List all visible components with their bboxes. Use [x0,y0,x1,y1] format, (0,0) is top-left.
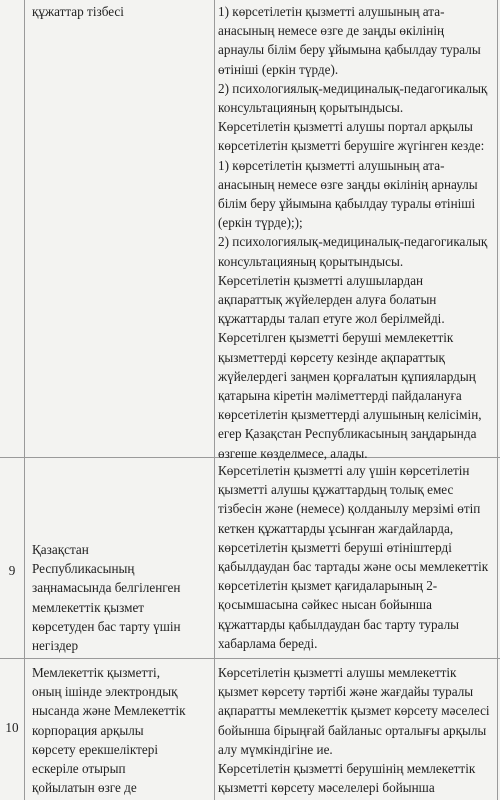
table-left-border [24,0,25,800]
content-line: ақпаратты мемлекеттік қызмет көрсету мәселесі [218,703,490,719]
title-line: көрсетуден бас тарту үшін [32,618,181,634]
content-line: анасының немесе өзге заңды өкілінің арнаулы [218,176,478,192]
content-line: Көрсетілетін қызметті алушы мемлекеттік [218,665,457,680]
content-line: Көрсетілген қызметті беруші мемлекеттік [218,330,454,346]
content-line: қатарына кіретін мәліметтерді пайдалануға [218,388,462,404]
content-line: (еркін түрде);); [218,215,303,231]
table-cell-title [32,540,212,655]
title-line: ескеріле отырып [32,761,126,777]
title-line: Қазақстан [32,542,89,557]
title-line: Республикасының [32,561,135,577]
content-line: қызмет көрсету тәртібі және жағдайы туралы [218,684,474,700]
content-line: өтініші (еркін түрде). [218,61,339,77]
content-line: 2) психологиялық-медициналық-педагогикалық [218,234,488,250]
content-line: Көрсетілетін қызметті алушылардан [218,272,424,288]
content-line: қызметті алушы құжаттардың толық емес [218,482,454,498]
content-line: көрсетілетін қызметті берушіге жүгінген кезде: [218,138,485,154]
content-line: кеткен құжаттарды ұсынған жағдайларда, [218,520,454,536]
content-line: көрсетілетін қызметті беруші өтініштерді [218,539,452,555]
content-line: Көрсетілетін қызметті алу үшін көрсетілетін [218,463,470,478]
content-line: қызметтерді көрсету кезінде ақпараттық [218,349,445,365]
content-line: қабылдаудан бас тартады және осы мемлекеттік [218,559,489,575]
title-line: қойылатын өзге де [32,780,137,796]
content-line: құжаттарды қабылдаудан бас тарту туралы [218,616,460,632]
table-right-border [497,0,498,800]
content-line: қызметті көрсету мәселелері бойынша [218,780,435,796]
title-line: көрсету ерекшеліктері [32,741,159,757]
content-line: білім беру ұйымына қабылдау туралы өтініші [218,196,476,212]
content-line: қосымшасына сәйкес нысан бойынша [218,597,432,613]
content-line: бойынша бірыңғай байланыс орталығы арқылы [218,722,487,738]
content-line: тізбесін және (немесе) қолданылу мерзімі өтіп [218,501,481,517]
content-line: өзгеше көзделмесе, алады. [218,445,368,461]
content-line: хабарлама береді. [218,635,318,651]
title-line: Мемлекеттік қызметті, [32,665,160,680]
title-line: заңнамасында белгіленген [32,580,181,596]
content-line: 2) психологиялық-медициналық-педагогикалық [218,80,488,96]
table-cell-content [218,461,494,653]
content-line: 1) көрсетілетін қызметті алушының ата- [218,4,445,19]
content-line: көрсетілетін қызметтерді алушының келісімін, [218,407,482,423]
row-number: 10 [5,720,19,735]
content-line: құжаттарды талап етуге жол берілмейді. [218,311,445,327]
table-cell-content [218,2,494,463]
table-cell-content [218,663,494,797]
content-line: арнаулы білім беру ұйымына қабылдау туралы [218,42,481,58]
content-line: Көрсетілетін қызметті берушінің мемлекеттік [218,761,476,777]
table-row-divider [0,658,500,659]
content-line: көрсетілетін қызмет қағидаларының 2- [218,578,438,594]
content-line: ақпараттық жүйелерден алуға болатын [218,292,437,308]
title-line: мемлекеттік қызмет [32,599,145,615]
content-line: Көрсетілетін қызметті алушы портал арқылы [218,119,473,135]
content-line: жүйелердегі заңмен қорғалатын құпиялардың [218,368,476,384]
content-line: алу мүмкіндігіне ие. [218,741,333,757]
title-line: корпорация арқылы [32,722,144,738]
row-title: құжаттар тізбесі [32,4,124,19]
content-line: консультацияның қорытындысы. [218,253,404,269]
title-line: нысанда және Мемлекеттік [32,703,186,719]
table-column-divider [214,0,215,800]
row-number: 9 [8,563,16,578]
content-line: егер Қазақстан Республикасының заңдарында [218,426,477,442]
title-line: оның ішінде электрондық [32,684,178,700]
title-line: негіздер [32,638,79,654]
content-line: анасының немесе өзге де заңды өкілінің [218,23,445,39]
content-line: консультацияның қорытындысы. [218,100,404,116]
table-cell-title [32,2,210,21]
content-line: 1) көрсетілетін қызметті алушының ата- [218,157,445,173]
table-cell-title [32,663,212,797]
